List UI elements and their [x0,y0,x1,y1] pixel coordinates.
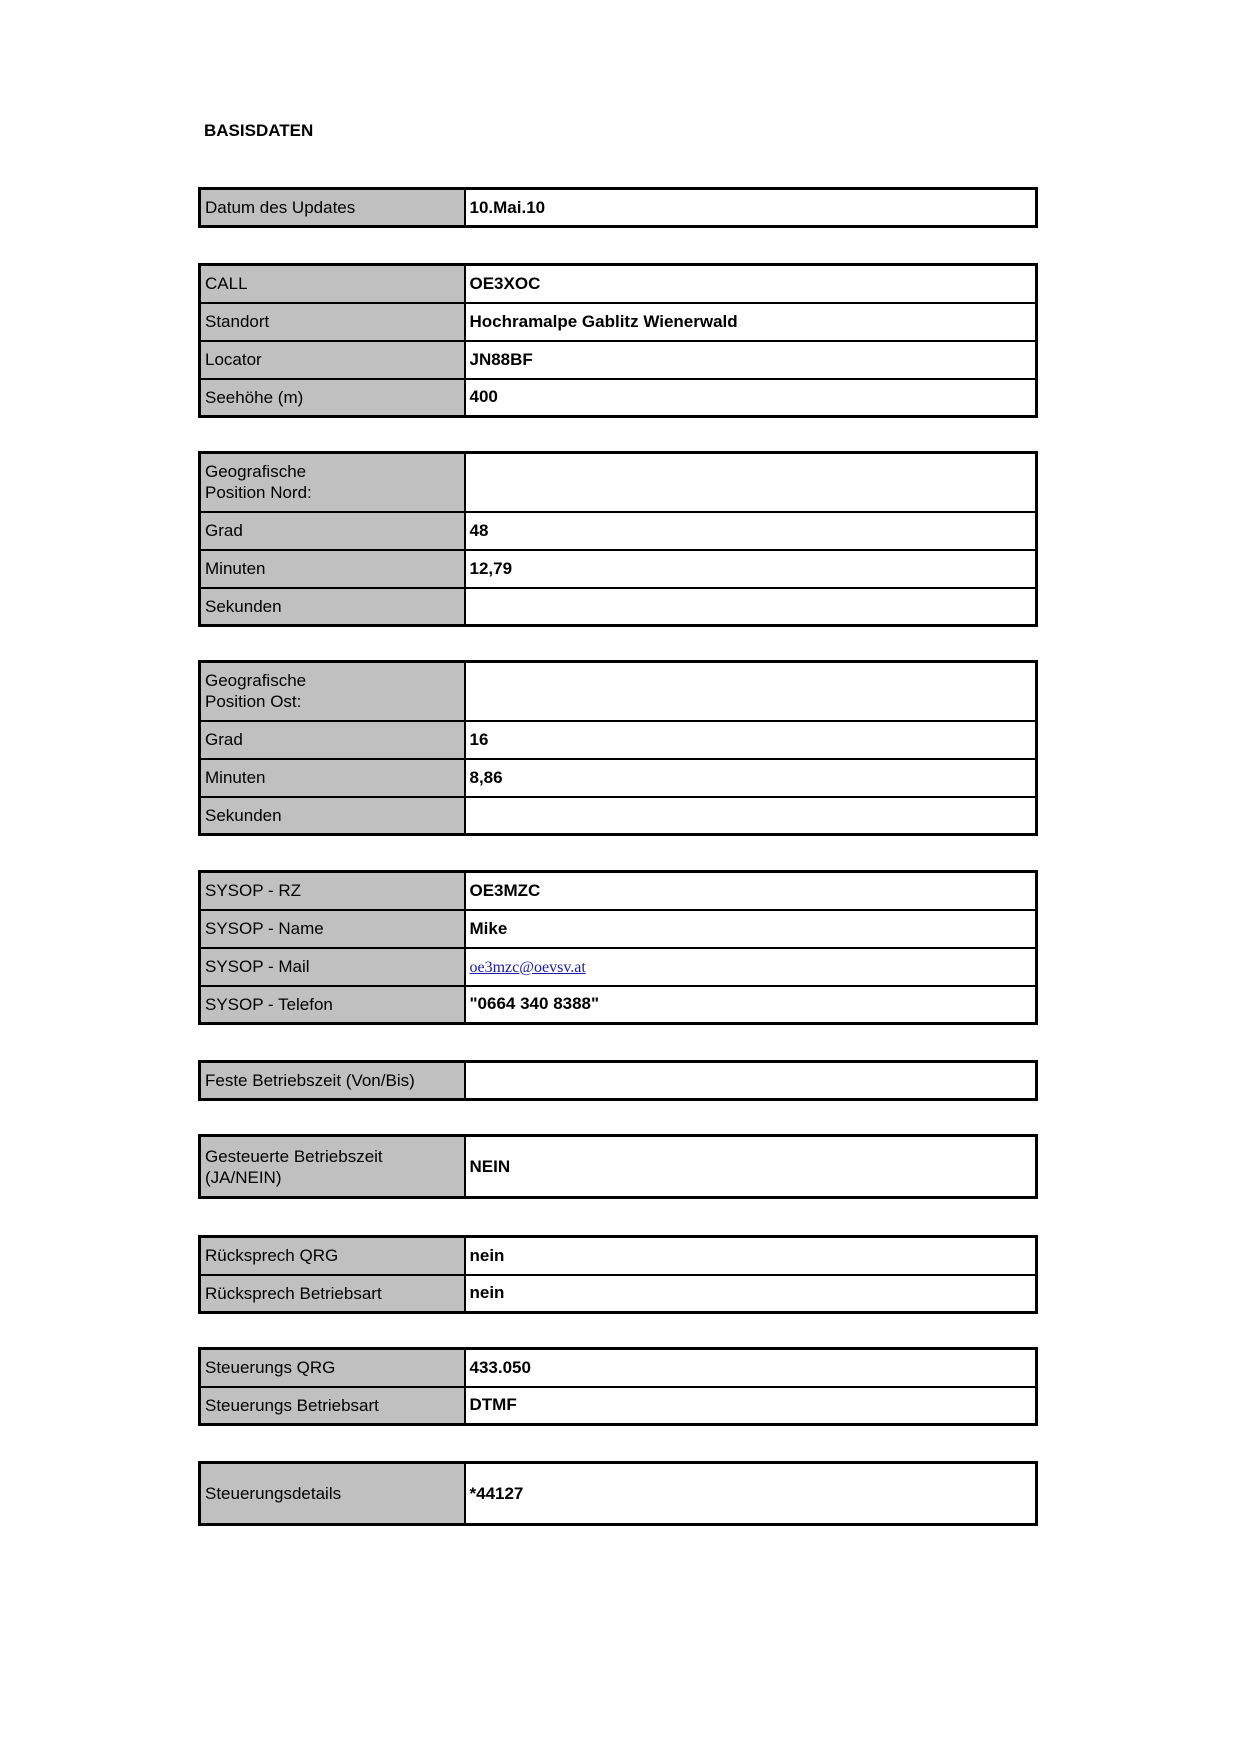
field-label: Datum des Updates [200,189,465,227]
field-value: Mike [465,910,1037,948]
table-row [200,948,1037,986]
field-label: Feste Betriebszeit (Von/Bis) [200,1062,465,1100]
table-row [200,512,1037,550]
table-row [200,1136,1037,1198]
field-value: JN88BF [465,341,1037,379]
field-value: "0664 340 8388" [465,986,1037,1024]
field-label: SYSOP - Name [200,910,465,948]
field-value: *44127 [465,1463,1037,1525]
field-value: DTMF [465,1387,1037,1425]
station-table [198,263,1038,418]
field-value: NEIN [465,1136,1037,1198]
field-value [465,797,1037,835]
field-label: Grad [200,721,465,759]
table-row [200,1275,1037,1313]
update-table [198,187,1038,228]
gesteuerte-betriebszeit-table [198,1134,1038,1199]
field-value: Hochramalpe Gablitz Wienerwald [465,303,1037,341]
field-label: Steuerungs QRG [200,1349,465,1387]
table-row [200,759,1037,797]
field-value [465,588,1037,626]
position-nord-table [198,451,1038,627]
field-value: 400 [465,379,1037,417]
table-row [200,910,1037,948]
field-label: Minuten [200,550,465,588]
steuerungsdetails-table [198,1461,1038,1526]
page-title: BASISDATEN [204,121,314,140]
field-value: 433.050 [465,1349,1037,1387]
field-value [465,948,1037,986]
table-row [200,189,1037,227]
field-value [465,453,1037,512]
sysop-table [198,870,1038,1025]
field-value: 8,86 [465,759,1037,797]
field-value: nein [465,1275,1037,1313]
field-label: Minuten [200,759,465,797]
field-label: CALL [200,265,465,303]
field-value: nein [465,1237,1037,1275]
field-value: 48 [465,512,1037,550]
sysop-mail-link[interactable]: oe3mzc@oevsv.at [469,958,586,976]
field-label: Geografische Position Ost: [200,662,465,721]
table-row [200,265,1037,303]
table-row [200,303,1037,341]
field-label: Rücksprech QRG [200,1237,465,1275]
field-label: Sekunden [200,797,465,835]
table-row [200,379,1037,417]
table-row [200,797,1037,835]
table-row [200,1387,1037,1425]
field-value: OE3MZC [465,872,1037,910]
table-row [200,1237,1037,1275]
field-label: SYSOP - Telefon [200,986,465,1024]
feste-betriebszeit-table [198,1060,1038,1101]
table-row [200,341,1037,379]
field-label: Gesteuerte Betriebszeit (JA/NEIN) [200,1136,465,1198]
field-label: Geografische Position Nord: [200,453,465,512]
field-label: Locator [200,341,465,379]
field-label: Grad [200,512,465,550]
table-row [200,662,1037,721]
field-value: 12,79 [465,550,1037,588]
field-label: SYSOP - RZ [200,872,465,910]
field-value [465,1062,1037,1100]
field-value [465,662,1037,721]
steuerung-table [198,1347,1038,1426]
field-value: 16 [465,721,1037,759]
field-label: Sekunden [200,588,465,626]
table-row [200,453,1037,512]
field-label: Steuerungsdetails [200,1463,465,1525]
table-row [200,1463,1037,1525]
table-row [200,986,1037,1024]
table-row [200,1062,1037,1100]
field-label: SYSOP - Mail [200,948,465,986]
table-row [200,550,1037,588]
table-row [200,1349,1037,1387]
table-row [200,588,1037,626]
field-value: 10.Mai.10 [465,189,1037,227]
table-row [200,721,1037,759]
field-label: Steuerungs Betriebsart [200,1387,465,1425]
table-row [200,872,1037,910]
field-label: Rücksprech Betriebsart [200,1275,465,1313]
field-label: Seehöhe (m) [200,379,465,417]
ruecksprech-table [198,1235,1038,1314]
field-label: Standort [200,303,465,341]
position-ost-table [198,660,1038,836]
field-value: OE3XOC [465,265,1037,303]
